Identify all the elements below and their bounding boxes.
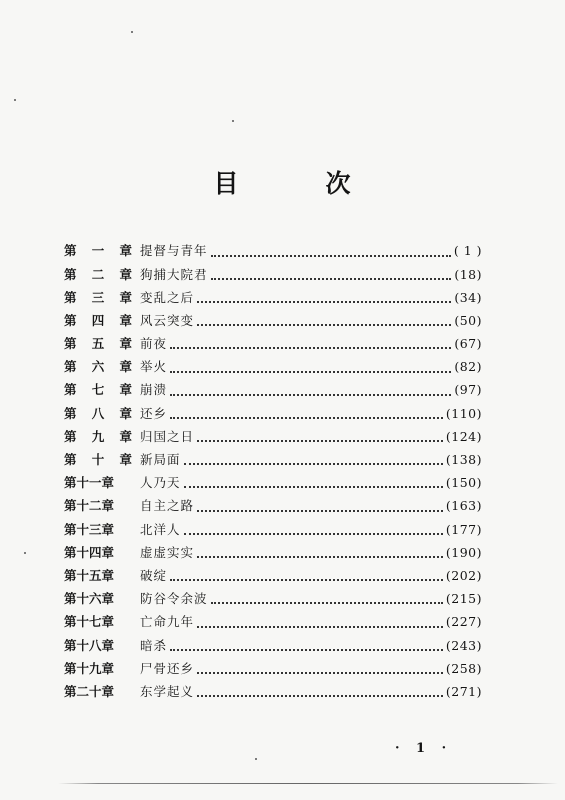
chapter-label-part: 第 <box>64 336 77 352</box>
title-char-2: 次 <box>325 169 352 198</box>
chapter-page-number: (243) <box>445 637 482 653</box>
scan-speck <box>24 552 26 554</box>
toc-entry <box>64 541 482 564</box>
table-of-contents <box>64 240 482 704</box>
chapter-label <box>64 521 134 537</box>
chapter-label-part: 第十五章 <box>64 567 115 583</box>
chapter-label-part: 第十八章 <box>64 637 115 653</box>
dot-leader <box>197 440 443 442</box>
chapter-label-part: 四 <box>91 312 105 328</box>
chapter-label <box>64 312 134 328</box>
chapter-label-part: 第十三章 <box>64 521 115 537</box>
chapter-label <box>64 405 134 421</box>
chapter-label-part: 第 <box>64 359 77 375</box>
chapter-label <box>64 683 134 699</box>
chapter-page-number: (138) <box>445 452 482 468</box>
dot-leader <box>170 394 451 396</box>
bottom-rule <box>58 783 558 784</box>
chapter-title: 变乱之后 <box>140 289 195 305</box>
chapter-label-part: 第 <box>64 243 77 259</box>
chapter-label-part: 九 <box>91 428 105 444</box>
chapter-title: 防谷令余波 <box>140 591 208 607</box>
chapter-title: 崩溃 <box>140 382 168 398</box>
toc-entry <box>64 240 482 263</box>
toc-entry <box>64 449 482 472</box>
chapter-label <box>64 266 134 282</box>
chapter-label-part: 章 <box>119 405 132 421</box>
chapter-title: 暗杀 <box>140 637 168 653</box>
chapter-label-part: 第 <box>64 452 77 468</box>
toc-entry <box>64 518 482 541</box>
chapter-title: 虚虚实实 <box>140 544 195 560</box>
chapter-label-part: 章 <box>119 243 132 259</box>
chapter-label-part: 第十二章 <box>64 498 115 514</box>
chapter-label <box>64 567 134 583</box>
toc-entry <box>64 634 482 657</box>
chapter-page-number: (67) <box>454 336 482 352</box>
chapter-label <box>64 289 134 305</box>
scan-speck <box>232 120 234 122</box>
chapter-label <box>64 454 134 467</box>
chapter-label-part: 第十七章 <box>64 614 115 630</box>
toc-entry <box>64 356 482 379</box>
dot-leader <box>197 695 443 697</box>
toc-entry <box>64 402 482 425</box>
toc-entry <box>64 681 482 704</box>
chapter-label-part: 二 <box>91 266 105 282</box>
chapter-title: 东学起义 <box>140 683 195 699</box>
dot-leader <box>170 649 443 651</box>
chapter-page-number: (110) <box>445 405 482 421</box>
dot-leader <box>197 301 451 303</box>
chapter-label-part: 三 <box>91 289 105 305</box>
toc-entry <box>64 657 482 680</box>
chapter-label <box>64 245 134 258</box>
chapter-label <box>64 361 134 374</box>
chapter-label-part: 第 <box>64 405 77 421</box>
dot-leader <box>170 579 443 581</box>
dot-leader <box>211 278 452 280</box>
chapter-label-part: 第十九章 <box>64 660 115 676</box>
chapter-page-number: (163) <box>445 498 482 514</box>
chapter-label-part: 十 <box>91 452 105 468</box>
chapter-label-part: 第 <box>64 428 77 444</box>
chapter-page-number: (50) <box>454 312 482 328</box>
chapter-label-part: 章 <box>119 359 132 375</box>
chapter-title: 狗捕大院君 <box>140 266 208 282</box>
scan-speck <box>131 31 133 33</box>
dot-leader <box>211 602 443 604</box>
chapter-title: 风云突变 <box>140 312 195 328</box>
scan-speck <box>14 99 16 101</box>
chapter-title: 亡命九年 <box>140 614 195 630</box>
chapter-label-part: 章 <box>119 428 132 444</box>
chapter-label-part: 第 <box>64 266 77 282</box>
chapter-label <box>64 500 134 513</box>
toc-entry <box>64 426 482 449</box>
chapter-label-part: 章 <box>119 266 132 282</box>
toc-entry <box>64 310 482 333</box>
dot-leader <box>197 626 443 628</box>
chapter-title: 举火 <box>140 359 168 375</box>
chapter-page-number: (190) <box>445 544 482 560</box>
chapter-page-number: (177) <box>445 521 482 537</box>
chapter-label-part: 第二十章 <box>64 683 115 699</box>
toc-entry <box>64 611 482 634</box>
toc-entry <box>64 263 482 286</box>
chapter-title: 前夜 <box>140 336 168 352</box>
dot-leader <box>197 324 451 326</box>
chapter-page-number: (18) <box>454 266 482 282</box>
chapter-page-number: ( 1 ) <box>453 243 482 259</box>
chapter-title: 还乡 <box>140 405 168 421</box>
chapter-title: 人乃天 <box>140 475 181 491</box>
chapter-label-part: 六 <box>91 359 105 375</box>
chapter-title: 归国之日 <box>140 428 195 444</box>
toc-entry <box>64 286 482 309</box>
chapter-label-part: 第十四章 <box>64 544 115 560</box>
chapter-label-part: 第 <box>64 289 77 305</box>
chapter-page-number: (202) <box>445 567 482 583</box>
chapter-page-number: (150) <box>445 475 482 491</box>
dot-leader <box>170 347 451 349</box>
dot-leader <box>184 486 443 488</box>
chapter-label-part: 七 <box>91 382 105 398</box>
chapter-label-part: 章 <box>119 382 132 398</box>
chapter-page-number: (215) <box>445 591 482 607</box>
page-title <box>0 164 565 200</box>
chapter-title: 提督与青年 <box>140 243 208 259</box>
dot-leader <box>170 371 451 373</box>
chapter-label-part: 一 <box>91 243 105 259</box>
title-char-1: 目 <box>213 169 240 198</box>
toc-entry <box>64 565 482 588</box>
chapter-page-number: (97) <box>454 382 482 398</box>
chapter-label-part: 第十一章 <box>64 475 115 491</box>
chapter-label-part: 五 <box>91 336 105 352</box>
chapter-label-part: 章 <box>119 312 132 328</box>
dot-leader <box>197 510 443 512</box>
chapter-page-number: (271) <box>445 683 482 699</box>
chapter-label-part: 第十六章 <box>64 591 115 607</box>
scan-speck <box>255 758 257 760</box>
chapter-label <box>64 338 134 351</box>
toc-entry <box>64 588 482 611</box>
chapter-page-number: (124) <box>445 428 482 444</box>
chapter-page-number: (258) <box>445 660 482 676</box>
chapter-label <box>64 660 134 676</box>
dot-leader <box>197 672 443 674</box>
chapter-label <box>64 477 134 490</box>
chapter-label <box>64 384 134 397</box>
dot-leader <box>197 556 443 558</box>
chapter-title: 新局面 <box>140 452 181 468</box>
chapter-label <box>64 637 134 653</box>
dot-leader <box>184 533 443 535</box>
toc-entry <box>64 472 482 495</box>
chapter-label-part: 章 <box>119 289 132 305</box>
page-number: · 1 · <box>395 741 453 756</box>
chapter-label <box>64 544 134 560</box>
chapter-page-number: (227) <box>445 614 482 630</box>
chapter-label-part: 八 <box>91 405 105 421</box>
dot-leader <box>170 417 443 419</box>
chapter-label-part: 章 <box>119 452 132 468</box>
chapter-label-part: 第 <box>64 312 77 328</box>
chapter-title: 自主之路 <box>140 498 195 514</box>
chapter-page-number: (34) <box>454 289 482 305</box>
toc-entry <box>64 495 482 518</box>
toc-entry <box>64 379 482 402</box>
chapter-label <box>64 428 134 444</box>
dot-leader <box>211 255 451 257</box>
chapter-label <box>64 593 134 606</box>
chapter-label-part: 第 <box>64 382 77 398</box>
chapter-label <box>64 616 134 629</box>
dot-leader <box>184 463 443 465</box>
toc-entry <box>64 333 482 356</box>
chapter-page-number: (82) <box>454 359 482 375</box>
chapter-title: 尸骨还乡 <box>140 660 195 676</box>
chapter-title: 北洋人 <box>140 521 181 537</box>
chapter-label-part: 章 <box>119 336 132 352</box>
chapter-title: 破绽 <box>140 567 168 583</box>
